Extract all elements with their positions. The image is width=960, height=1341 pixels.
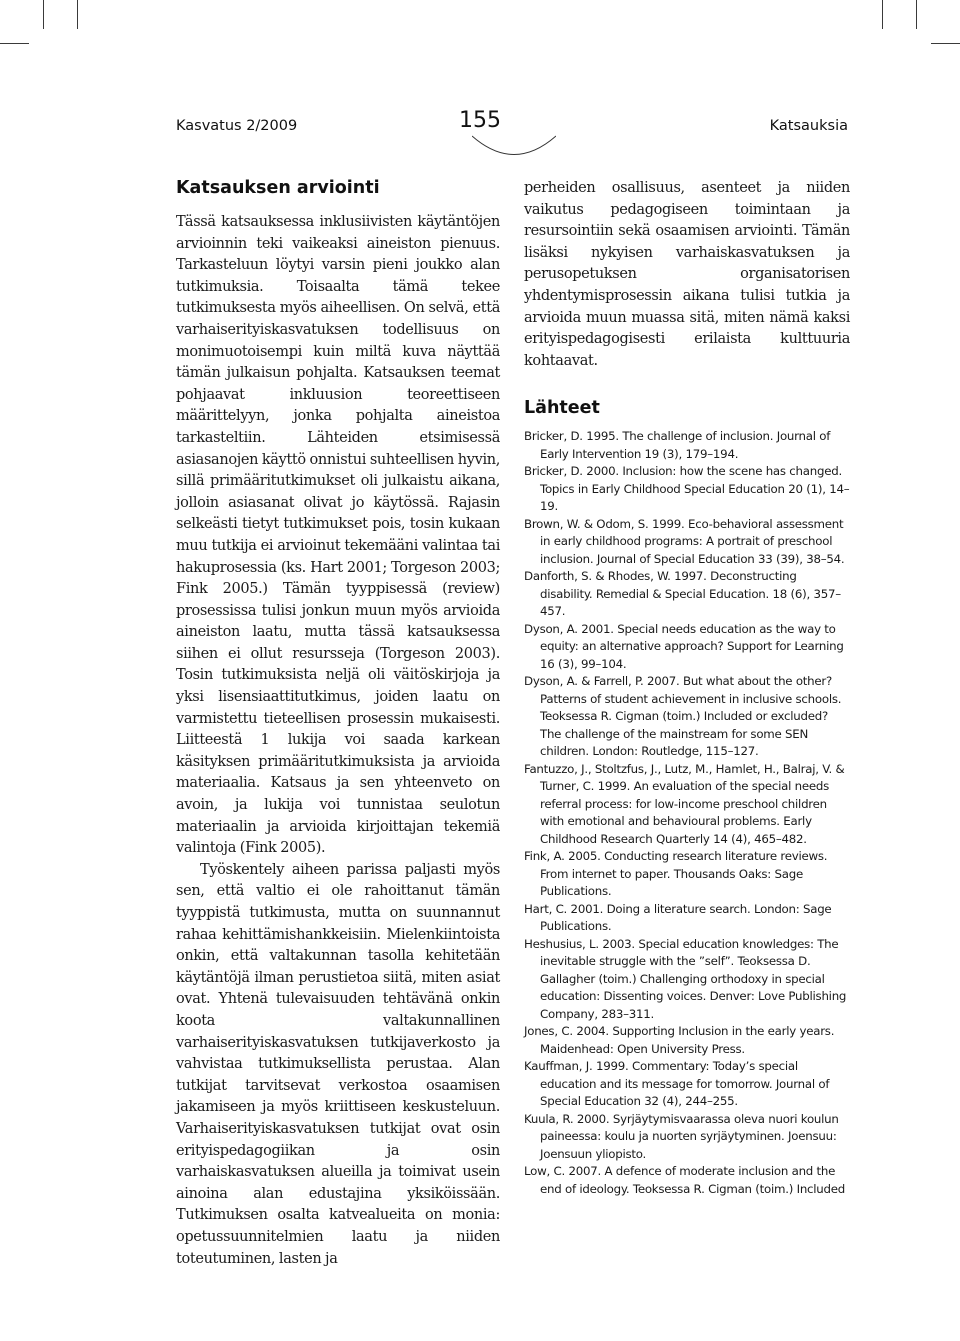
reference-item: Fink, A. 2005. Conducting research literature reviews. From internet to paper. Thousands Oaks: Sage Publications.: [524, 849, 828, 899]
reference-item: Hart, C. 2001. Doing a literature search. London: Sage Publications.: [524, 901, 832, 934]
left-column: [176, 178, 500, 1270]
evaluation-paragraph-2: Työskentely aiheen parissa paljasti myös sen, että valtio ei ole rahoittanut tämän tyyppistä tutkimusta, mutta on suunnannut rahaa kehittämishankkeisiin. Mielenkiintoista onkin, että valtakunnan tasolla kehitetään käytäntöjä ilman perustietoa siitä, miten asiat ovat. Yhtenä tulevaisuuden tehtävänä onkin koota valtakunnallinen varhaiserityiskasvatuksen tutkijaverkosto ja vahvistaa tutkimuksellista perustaa. Alan tutkijat tarvitsevat verkostoa osaamisen jakamiseen ja myös kriittiseen keskusteluun. Varhaiserityiskasvatuksen tutkijat ovat osin erityispedagogiikan ja osin varhaiskasvatuksen alueilla ja toimivat usein ainoina alan edustajina yksiköissään. Tutkimuksen osalta katvealueita on monia: opetussuunnitelmien laatu ja niiden toteutuminen, lasten ja: [176, 861, 500, 1267]
reference-item: Danforth, S. & Rhodes, W. 1997. Deconstructing disability. Remedial & Special Education. 18 (6), 357–457.: [524, 569, 841, 619]
reference-item: Kauffman, J. 1999. Commentary: Today’s special education and its message for tomorrow. Journal of Special Education 32 (4), 244–255.: [524, 1059, 830, 1109]
crop-mark-top-right-h: [931, 43, 960, 44]
evaluation-paragraph-1: Tässä katsauksessa inklusiivisten käytäntöjen arvioinnin teki vaikeaksi aineiston pienuus. Tarkasteluun löytyi varsin pieni joukko alan tutkimuksia. Toisaalta tämä tekee tutkimuksesta myös aiheellisen. On selvä, että varhaiserityiskasvatuksen todellisuus on monimuotoisempi kuin miltä kuva näyttää tämän julkaisun pohjalta. Katsauksen teemat pohjaavat inkluusion teoreettiseen määrittelyyn, jonka pohjalta aineistoa tarkasteltiin. Lähteiden etsimisessä asiasanojen käyttö onnistui suhteellisen hyvin, sillä primääritutkimukset oli julkaistu aikana, jolloin asiasanat olivat jo käytössä. Rajasin selkeästi tietyt tutkimukset pois, tosin kukaan muu tutkija ei arvioinut tekemääni valintaa tai hakuprosessia (ks. Hart 2001; Torgeson 2003; Fink 2005.) Tämän tyyppisessä (review) prosessissa tulisi jonkun muun myös arvioida aineiston laatu, mutta tässä katsauksessa siihen ei ollut resursseja (Torgeson 2003). Tosin tutkimuksista neljä oli väitöskirjoja ja yksi lisensiaattitutkimus, joiden laatu on varmistettu tieteellisen prosessin mukaisesti. Liitteestä 1 lukija voi saada karkean käsityksen primääritutkimuksista ja arvioida materiaalia. Katsaus ja sen yhteenveto on avoin, ja lukija voi tunnistaa seulotun materiaalin ja arvioida kirjoittajan tekemiä valintoja (Fink 2005).: [176, 214, 500, 857]
reference-item: Bricker, D. 1995. The challenge of inclusion. Journal of Early Intervention 19 (3), 179–194.: [524, 429, 831, 461]
reference-item: Brown, W. & Odom, S. 1999. Eco-behavioral assessment in early childhood programs: A portrait of preschool inclusion. Journal of Special Education 33 (39), 38–54.: [524, 516, 845, 566]
reference-item: Bricker, D. 2000. Inclusion: how the scene has changed. Topics in Early Childhood Special Education 20 (1), 14–19.: [524, 464, 850, 514]
right-column: [524, 178, 850, 1198]
crop-mark-top-left-v: [43, 0, 44, 29]
reference-item: Jones, C. 2004. Supporting Inclusion in the early years. Maidenhead: Open University Press.: [524, 1024, 835, 1056]
evaluation-paragraph-continuation: perheiden osallisuus, asenteet ja niiden vaikutus pedagogiseen toimintaan ja resursointiin sekä osaamisen arviointi. Tämän lisäksi nykyisen varhaiskasvatuksen ja perusopetuksen organisatorisen yhdentymisprosessin aikana tulisi tutkia ja arvioida muun muassa sitä, miten nämä kaksi erityispedagogisesti erilaista kulttuuria kohtaavat.: [524, 180, 850, 369]
journal-issue: Kasvatus 2/2009: [176, 118, 298, 134]
crop-mark-top-right-v: [882, 0, 883, 29]
reference-item: Fantuzzo, J., Stoltzfus, J., Lutz, M., Hamlet, H., Balraj, V. & Turner, C. 1999. An evaluation of the special needs referral process: for low-income preschool children with emotional and behavioural problems. Early Childhood Research Quarterly 14 (4), 465–482.: [524, 761, 845, 846]
crop-mark-top-left-v2: [77, 0, 78, 29]
crop-mark-top-left-h: [0, 43, 29, 44]
reference-item: Dyson, A. & Farrell, P. 2007. But what about the other? Patterns of student achievement in inclusive schools. Teoksessa R. Cigman (toim.) Included or excluded? The challenge of the mainstream for some SEN children. London: Routledge, 115–127.: [524, 674, 842, 759]
page-number-arc-decoration: [472, 135, 556, 157]
section-heading-references: Lähteet: [524, 398, 600, 419]
section-heading-evaluation: Katsauksen arviointi: [176, 178, 380, 198]
reference-item: Heshusius, L. 2003. Special education knowledges: The inevitable struggle with the ”self”. Teoksessa D. Gallagher (toim.) Challenging orthodoxy in special education: Dissenting voices. Denver: Love Publishing Company, 283–311.: [524, 936, 847, 1021]
reference-item: Dyson, A. 2001. Special needs education as the way to equity: an alternative approach? Support for Learning 16 (3), 99–104.: [524, 621, 844, 671]
section-name: Katsauksia: [769, 118, 848, 134]
reference-list: [524, 428, 850, 1198]
reference-item: Low, C. 2007. A defence of moderate inclusion and the end of ideology. Teoksessa R. Cigman (toim.) Included: [524, 1164, 846, 1196]
crop-mark-top-right-v2: [916, 0, 917, 29]
page-number: 155: [459, 108, 501, 133]
reference-item: Kuula, R. 2000. Syrjäytymisvaarassa oleva nuori koulun paineessa: koulu ja nuorten syrjäytyminen. Joensuu: Joensuun yliopisto.: [524, 1111, 839, 1161]
